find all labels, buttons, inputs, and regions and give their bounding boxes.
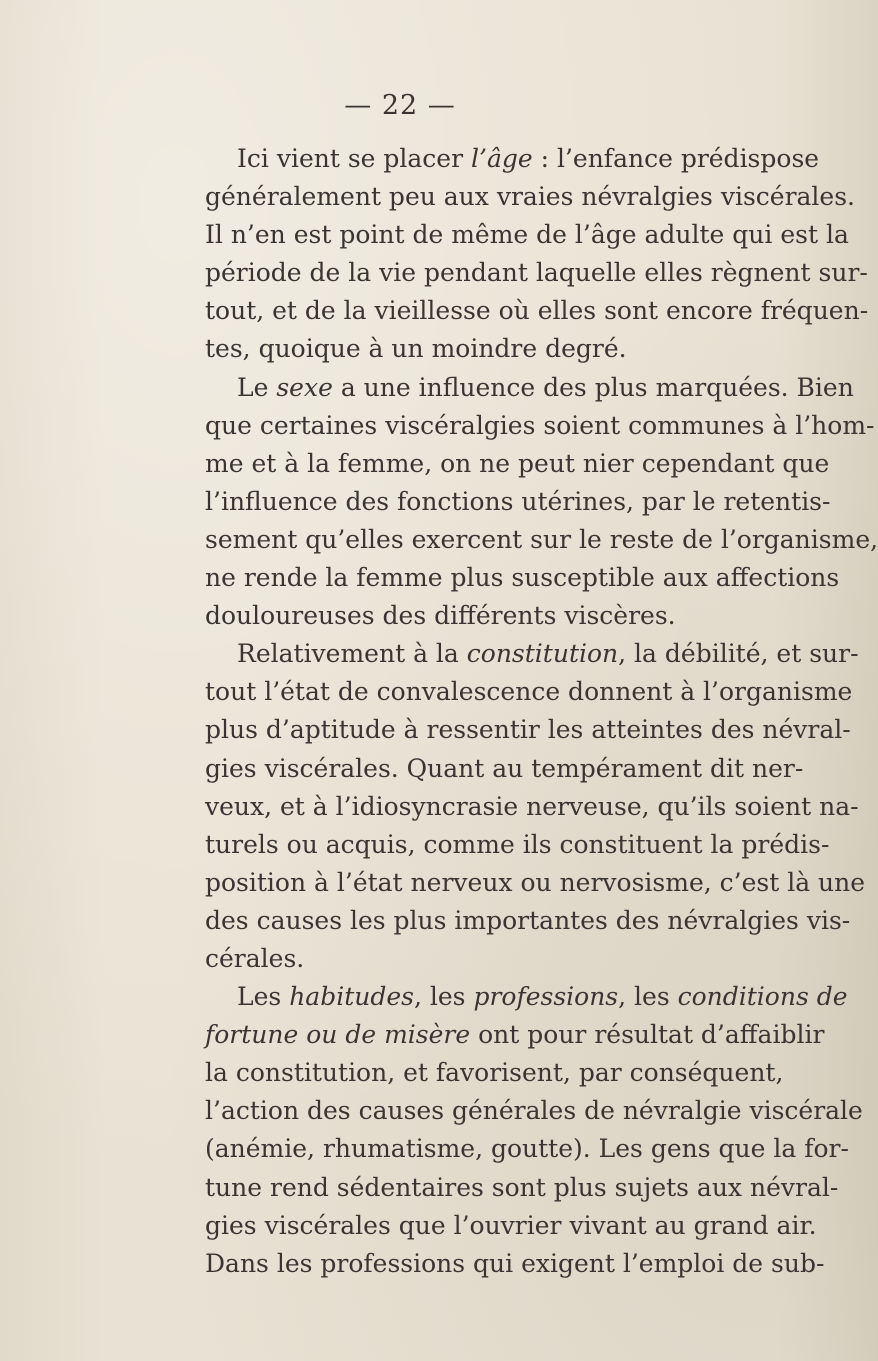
text-line (205, 978, 848, 1016)
text-run: : l’enfance prédispose (532, 144, 820, 173)
text-line (205, 1092, 863, 1130)
text-run: , les (618, 982, 678, 1012)
text-line (205, 178, 855, 216)
text-run: des causes les plus importantes des névralgies vis- (205, 905, 851, 935)
text-run: a une influence des plus marquées. Bien (332, 372, 854, 402)
body-text (205, 140, 878, 1283)
text-run: veux, et à l’idiosyncrasie nerveuse, qu’ils soient na- (205, 791, 859, 821)
text-run: ont pour résultat d’affaiblir (470, 1020, 825, 1050)
text-line (205, 902, 851, 940)
text-line (205, 673, 853, 711)
text-line (205, 559, 840, 597)
text-line (205, 521, 878, 559)
text-line (205, 1016, 825, 1054)
text-line (205, 407, 875, 445)
text-run: Ici vient se placer (237, 144, 471, 173)
text-line (205, 711, 851, 749)
text-run: tout, et de la vieillesse où elles sont encore fréquen- (205, 296, 869, 326)
text-run: tout l’état de convalescence donnent à l’organisme (205, 677, 853, 707)
text-line (205, 940, 765, 978)
text-run: me et à la femme, on ne peut nier cependant que (205, 448, 830, 478)
text-line (205, 330, 765, 368)
italic-text: sexe (276, 372, 333, 402)
text-run: l’influence des fonctions utérines, par le retentis- (205, 486, 831, 516)
text-run: , les (413, 982, 474, 1012)
text-run: , la débilité, et sur- (618, 639, 859, 669)
text-line (205, 369, 854, 407)
italic-text: fortune ou de misère (205, 1020, 471, 1050)
text-run: gies viscérales que l’ouvrier vivant au grand air. (205, 1210, 817, 1240)
italic-text: habitudes (289, 982, 414, 1012)
text-run: Il n’en est point de même de l’âge adulte qui est la (205, 220, 849, 250)
text-run: gies viscérales. Quant au tempérament dit ner- (205, 753, 804, 783)
text-line (205, 292, 869, 330)
text-run: Les (237, 982, 290, 1012)
text-run: l’action des causes générales de névralgie viscérale (205, 1096, 863, 1126)
text-run: position à l’état nerveux ou nervosisme, c’est là une (205, 867, 866, 897)
italic-text: professions (473, 982, 619, 1012)
page-number: — 22 — (344, 90, 456, 121)
text-run: tune rend sédentaires sont plus sujets aux névral- (205, 1172, 839, 1202)
text-line (205, 635, 859, 673)
text-line (205, 864, 866, 902)
text-run: Dans les professions qui exigent l’emploi de sub- (205, 1248, 825, 1278)
text-line (205, 597, 765, 635)
text-run: tes, quoique à un moindre degré. (205, 334, 627, 364)
text-run: que certaines viscéralgies soient communes à l’hom- (205, 410, 875, 440)
italic-text: constitution (466, 639, 619, 669)
text-run: sement qu’elles exercent sur le reste de l’organisme, (205, 524, 878, 554)
text-run: plus d’aptitude à ressentir les atteintes des névral- (205, 715, 851, 745)
text-run: Le (237, 372, 277, 402)
text-run: généralement peu aux vraies névralgies viscérales. (205, 182, 855, 212)
text-line (205, 788, 859, 826)
text-line (205, 140, 820, 178)
text-line (205, 254, 868, 292)
text-line (205, 445, 830, 483)
text-line (205, 216, 849, 254)
text-line (205, 1207, 817, 1245)
text-line (205, 1169, 839, 1207)
text-line (205, 1130, 849, 1168)
text-line (205, 1054, 784, 1092)
text-run: Relativement à la (237, 639, 467, 669)
text-run: cérales. (205, 943, 305, 973)
italic-text: l’âge (471, 144, 533, 173)
text-run: ne rende la femme plus susceptible aux affections (205, 563, 840, 593)
text-line (205, 1245, 825, 1283)
text-run: douloureuses des différents viscères. (205, 601, 676, 631)
text-run: période de la vie pendant laquelle elles règnent sur- (205, 258, 868, 288)
text-line (205, 483, 831, 521)
text-run: (anémie, rhumatisme, goutte). Les gens que la for- (205, 1134, 849, 1164)
italic-text: conditions de (677, 982, 848, 1012)
text-run: turels ou acquis, comme ils constituent la prédis- (205, 829, 830, 859)
text-line (205, 750, 804, 788)
text-run: la constitution, et favorisent, par conséquent, (205, 1058, 784, 1088)
text-line (205, 826, 830, 864)
